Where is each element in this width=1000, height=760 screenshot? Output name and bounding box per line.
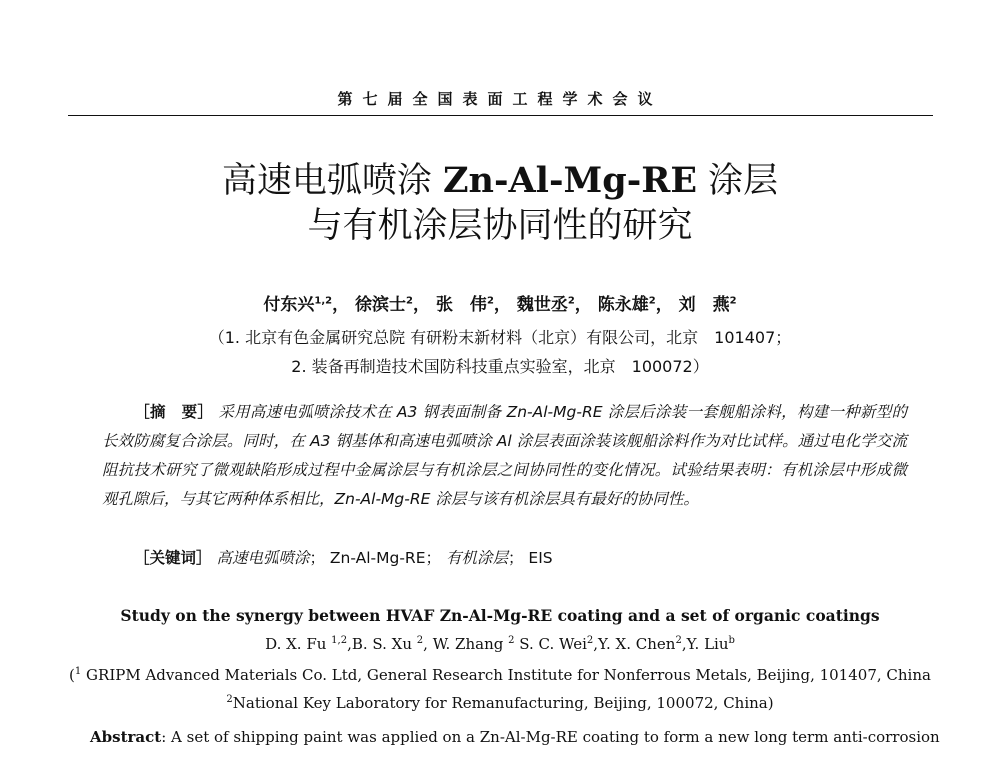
en-title: Study on the synergy between HVAF Zn-Al-Mg-RE coating and a set of organic coatings [120, 606, 880, 625]
cn-author: 刘 燕 [678, 295, 730, 315]
en-author-sup: 2 [508, 635, 515, 646]
en-author: D. X. Fu [265, 635, 332, 653]
running-header: 第七届全国表面工程学术会议 [337, 90, 663, 108]
en-author: ,Y. Liu [681, 635, 729, 653]
en-abstract-label: Abstract [90, 728, 162, 746]
cn-author-sup: 2 [406, 295, 414, 307]
cn-author-sep: ， [413, 295, 431, 315]
keyword-sep: ； [309, 549, 325, 567]
paper-title-line-1 [0, 160, 1000, 202]
en-author: , W. Zhang [423, 635, 509, 653]
en-aff-paren: ( [69, 666, 75, 684]
keyword: EIS [528, 549, 553, 567]
en-author-sup: 2 [416, 635, 424, 646]
cn-author-list [0, 290, 1000, 315]
title-cn-part: 高速电弧喷涂 [221, 161, 443, 201]
en-author-sup: 1,2 [331, 635, 348, 646]
cn-author: 付东兴 [263, 295, 315, 315]
keyword-sep: ； [425, 549, 442, 567]
en-author: ,Y. X. Chen [593, 635, 676, 653]
cn-author-sep: ， [332, 295, 350, 315]
cn-author-sup: 2 [567, 295, 575, 307]
cn-author-sep: ， [655, 295, 673, 315]
cn-author-sup: 1,2 [314, 295, 333, 307]
en-aff-sup: 2 [226, 694, 233, 705]
cn-author: 徐滨士 [355, 295, 407, 315]
cn-abstract-label: ［摘 要］ [134, 403, 214, 421]
cn-author-sup: 2 [729, 295, 737, 307]
cn-author-sup: 2 [486, 295, 494, 307]
en-author: ,B. S. Xu [347, 635, 417, 653]
en-abstract-text: A set of shipping paint was applied on a Zn-Al-Mg-RE coating to form a new long term anti-corrosion [171, 728, 940, 746]
cn-author-sup: 2 [648, 295, 656, 307]
en-author: S. C. Wei [514, 635, 587, 653]
en-author-sup: b [728, 635, 735, 646]
cn-keywords-label: ［关键词］ [134, 549, 212, 567]
en-affiliation-2 [0, 694, 1000, 712]
cn-affiliation-2: 2. 装备再制造技术国防科技重点实验室，北京 100072） [291, 357, 709, 376]
cn-author-sep: ， [493, 295, 511, 315]
keyword-sep: ； [507, 549, 524, 567]
en-author-sup: 2 [586, 635, 594, 646]
en-aff-text: National Key Laboratory for Remanufacturing, Beijing, 100072, China) [232, 694, 774, 712]
en-author-list [0, 635, 1000, 653]
en-author-sup: 2 [675, 635, 682, 646]
cn-abstract-text: 采用高速电弧喷涂技术在 A3 钢表面制备 Zn-Al-Mg-RE 涂层后涂装一套舰船涂料，构建一种新型的长效防腐复合涂层。同时，在 A3 钢基体和高速电弧喷涂 Al 涂层表面涂装该舰船涂料作为对比试样。通过电化学交流阻抗技术研究了微观缺陷形成过程中金属涂层与有机涂层之间协同性的变化情况。试验结果表明：有机涂层中形成微观孔隙后，与其它两种体系相比，Zn-Al-Mg-RE 涂层与该有机涂层具有最好的协同性。 [102, 403, 907, 508]
keyword: 高速电弧喷涂 [216, 549, 310, 567]
en-abstract-colon: : [161, 728, 172, 746]
paper-title-line-2: 与有机涂层协同性的研究 [307, 206, 693, 246]
keyword: 有机涂层 [445, 549, 508, 567]
en-abstract [90, 724, 940, 750]
cn-keywords [134, 546, 914, 568]
title-alloy: Zn-Al-Mg-RE [442, 160, 697, 201]
keyword: Zn-Al-Mg-RE [329, 549, 426, 567]
cn-author: 张 伟 [435, 295, 487, 315]
header-rule [68, 115, 933, 116]
cn-abstract [102, 398, 907, 514]
en-aff-text: GRIPM Advanced Materials Co. Ltd, General Research Institute for Nonferrous Metals, Beijing, 101407, China [81, 666, 931, 684]
cn-affiliation-1: （1. 北京有色金属研究总院 有研粉末新材料（北京）有限公司，北京 101407； [208, 328, 792, 347]
en-affiliation-1 [0, 666, 1000, 684]
title-cn-part-2: 涂层 [697, 161, 779, 201]
en-aff-sup: 1 [74, 666, 82, 677]
cn-author: 魏世丞 [516, 295, 568, 315]
cn-author: 陈永雄 [597, 295, 649, 315]
cn-author-sep: ， [574, 295, 592, 315]
